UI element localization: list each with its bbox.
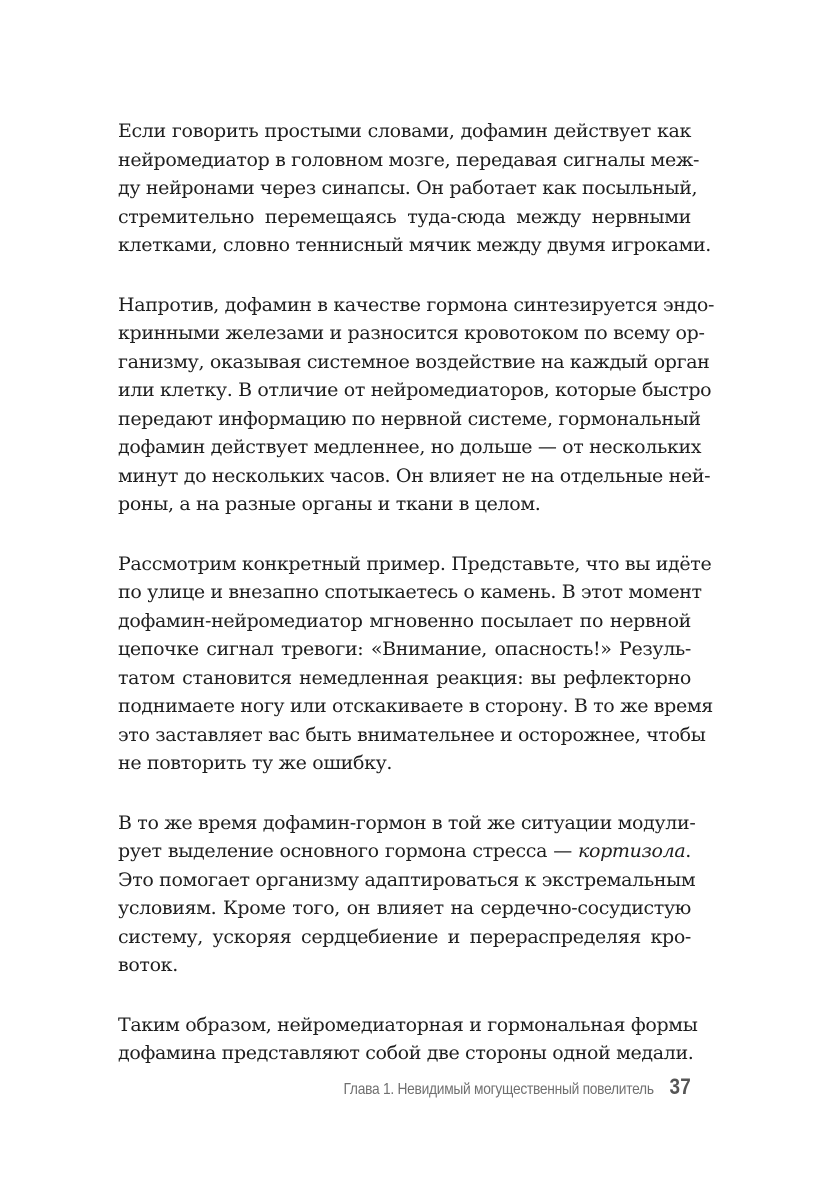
emphasized-term: кортизола: [578, 840, 686, 862]
text-line: Таким образом, нейромедиаторная и гормональная формы: [118, 1013, 698, 1036]
text-line: ду нейронами через синапсы. Он работает как посыльный,: [118, 177, 698, 199]
text-line: нейромедиатор в головном мозге, передавая сигналы меж-: [118, 148, 700, 171]
text-line: цепочке сигнал тревоги: «Внимание, опасность!» Резуль-: [118, 638, 691, 660]
paragraph-5: [118, 1011, 698, 1068]
text-line: это заставляет вас быть внимательнее и осторожнее, чтобы: [118, 723, 706, 746]
text-line: минут до нескольких часов. Он влияет не на отдельные ней-: [118, 464, 711, 487]
text-line: Напротив, дофамин в качестве гормона синтезируется эндо-: [118, 293, 715, 316]
text-line: кринными железами и разносится кровотоком по всему ор-: [118, 322, 705, 344]
text-line: дофамин-нейромедиатор мгновенно посылает по нервной: [118, 609, 691, 632]
paragraph-2: [118, 291, 715, 519]
paragraph-1: [118, 117, 711, 260]
text-line: систему, ускоряя сердцебиение и перераспределяя кро-: [118, 925, 691, 948]
text-run: рует выделение основного гормона стресса —: [118, 840, 579, 862]
paragraph-4: [118, 809, 696, 980]
text-line-with-emphasis: [118, 837, 691, 866]
text-line: дофамин действует медленнее, но дольше — от нескольких: [118, 436, 702, 458]
text-line: ганизму, оказывая системное воздействие на каждый орган: [118, 350, 710, 373]
text-line: клетками, словно теннисный мячик между двумя игроками.: [118, 234, 711, 256]
text-line: или клетку. В отличие от нейромедиаторов, которые быстро: [118, 379, 712, 401]
text-line: Если говорить простыми словами, дофамин действует как: [118, 120, 691, 142]
text-line: стремительно перемещаясь туда-сюда между нервными: [118, 205, 691, 228]
text-line: Рассмотрим конкретный пример. Представьте, что вы идёте: [118, 552, 712, 575]
paragraph-3: [118, 550, 713, 778]
body-text: [118, 117, 715, 1099]
text-line: передают информацию по нервной системе, гормональный: [118, 407, 701, 430]
text-run: .: [685, 840, 691, 862]
running-head: Глава 1. Невидимый могущественный повелитель: [343, 1081, 654, 1098]
page-number: 37: [669, 1074, 691, 1099]
text-line: условиям. Кроме того, он влияет на сердечно-сосудистую: [118, 897, 691, 919]
text-line: воток.: [118, 954, 178, 976]
text-line: Это помогает организму адаптироваться к экстремальным: [118, 868, 696, 891]
text-line: поднимаете ногу или отскакиваете в сторону. В то же время: [118, 695, 713, 717]
text-line: татом становится немедленная реакция: вы рефлекторно: [118, 666, 691, 689]
text-line: В то же время дофамин-гормон в той же ситуации модули-: [118, 811, 696, 834]
text-line: дофамина представляют собой две стороны одной медали.: [118, 1042, 694, 1064]
text-line: не повторить ту же ошибку.: [118, 752, 393, 774]
text-line: по улице и внезапно спотыкаетесь о камень. В этот момент: [118, 581, 702, 603]
page-footer: [118, 1074, 691, 1108]
text-line: роны, а на разные органы и ткани в целом.: [118, 493, 541, 515]
